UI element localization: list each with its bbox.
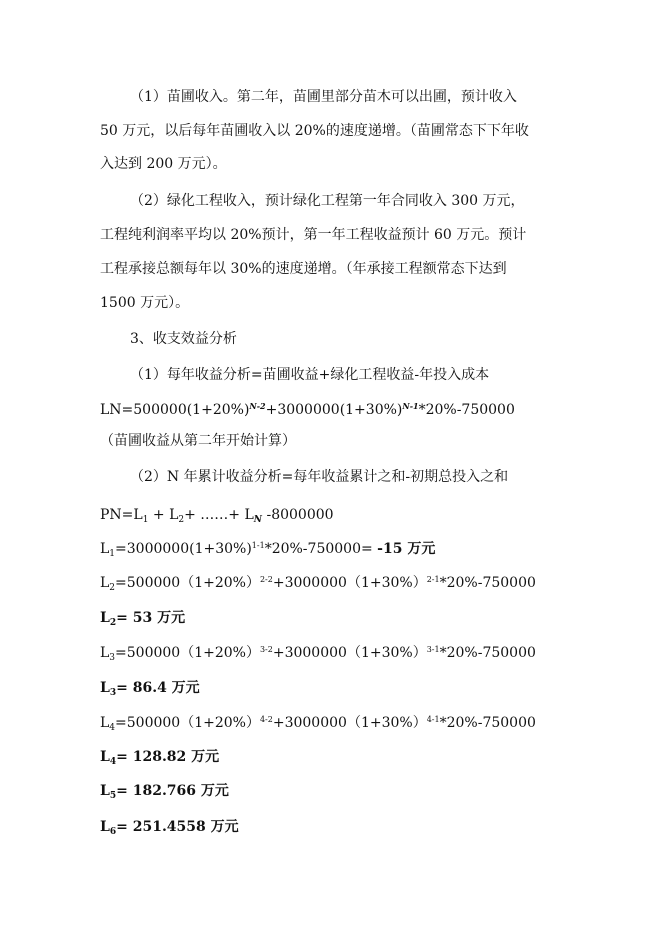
formula-part: *20%-750000 xyxy=(439,575,536,591)
formula-part: =500000（1+20%） xyxy=(115,645,260,661)
result-l2 xyxy=(100,609,185,627)
result-value: = 128.82 万元 xyxy=(116,749,220,765)
para2-line2: 工程纯利润率平均以 20%预计，第一年工程收益预计 60 万元。预计 xyxy=(100,227,527,243)
result-value: -15 万元 xyxy=(377,541,436,557)
formula-part: L xyxy=(100,541,110,557)
formula-part: L xyxy=(100,680,110,696)
formula-sub: 4 xyxy=(109,723,116,733)
formula-part: =3000000(1+30%) xyxy=(115,541,252,557)
subsection-2: （2）N 年累计收益分析=每年收益累计之和-初期总投入之和 xyxy=(130,469,509,485)
formula-part: *20%-750000= xyxy=(264,541,378,557)
result-value: = 182.766 万元 xyxy=(116,783,229,799)
formula-sub: 3 xyxy=(109,688,117,698)
formula-exp: 2-1 xyxy=(426,575,440,584)
para1-line2: 50 万元，以后每年苗圃收入以 20%的速度递增。（苗圃常态下下年收 xyxy=(100,123,529,139)
formula-part: L xyxy=(100,783,110,799)
formula-part: +3000000(1+30%) xyxy=(265,402,403,418)
result-l6 xyxy=(100,818,239,836)
formula-l3 xyxy=(100,644,536,662)
formula-part: -8000000 xyxy=(262,507,334,523)
formula-part: *20%-750000 xyxy=(439,715,536,731)
formula-sub: 1 xyxy=(142,515,149,525)
formula-sub: 1 xyxy=(109,549,116,559)
formula-exp: N-1 xyxy=(402,401,419,411)
formula-sub: 3 xyxy=(109,653,116,663)
formula-exp: 4-1 xyxy=(426,715,440,724)
formula-exp: 4-2 xyxy=(259,715,273,724)
para2-line1: （2）绿化工程收入，预计绿化工程第一年合同收入 300 万元， xyxy=(130,193,525,209)
formula-part: L xyxy=(100,645,110,661)
result-l3 xyxy=(100,679,200,697)
formula-part: L xyxy=(100,749,110,765)
formula-part: *20%-750000 xyxy=(418,402,515,418)
result-value: = 251.4558 万元 xyxy=(116,819,239,835)
result-l5 xyxy=(100,782,229,800)
formula-part: L xyxy=(100,819,110,835)
formula-sub: 5 xyxy=(109,791,117,801)
formula-part: PN=L xyxy=(100,507,143,523)
formula-pn xyxy=(100,506,334,524)
formula-sub: 6 xyxy=(109,827,117,837)
formula-part: *20%-750000 xyxy=(439,645,536,661)
formula-part: L xyxy=(100,575,110,591)
formula-exp: 1-1 xyxy=(251,541,265,550)
formula-part: +3000000（1+30%） xyxy=(272,645,427,661)
formula-part: +3000000（1+30%） xyxy=(272,715,427,731)
result-l4 xyxy=(100,748,219,766)
formula-sub: 2 xyxy=(178,515,185,525)
formula-part: L xyxy=(100,610,110,626)
formula-part: =500000（1+20%） xyxy=(115,715,260,731)
formula-sub: 2 xyxy=(109,618,117,628)
formula-part: + ……+ L xyxy=(184,507,254,523)
formula-l2 xyxy=(100,574,536,592)
formula-note: （苗圃收益从第二年开始计算） xyxy=(100,433,296,449)
para1-line3: 入达到 200 万元）。 xyxy=(100,156,227,172)
formula-sub: N xyxy=(253,515,263,525)
formula-part: + L xyxy=(148,507,179,523)
formula-sub: 2 xyxy=(109,583,116,593)
result-value: = 53 万元 xyxy=(116,610,186,626)
formula-l1 xyxy=(100,540,435,558)
formula-exp: N-2 xyxy=(249,401,266,411)
formula-part: =500000（1+20%） xyxy=(115,575,260,591)
result-value: = 86.4 万元 xyxy=(116,680,200,696)
formula-part: LN=500000(1+20%) xyxy=(100,402,250,418)
formula-exp: 3-2 xyxy=(259,645,273,654)
para1-line1: （1）苗圃收入。第二年，苗圃里部分苗木可以出圃，预计收入 xyxy=(130,89,517,105)
formula-ln xyxy=(100,401,515,419)
formula-sub: 4 xyxy=(109,757,117,767)
section-heading: 3、收支效益分析 xyxy=(130,331,237,347)
formula-exp: 2-2 xyxy=(259,575,273,584)
formula-l4 xyxy=(100,714,536,732)
formula-exp: 3-1 xyxy=(426,645,440,654)
formula-part: L xyxy=(100,715,110,731)
formula-part: +3000000（1+30%） xyxy=(272,575,427,591)
para2-line4: 1500 万元）。 xyxy=(100,295,190,311)
para2-line3: 工程承接总额每年以 30%的速度递增。（年承接工程额常态下达到 xyxy=(100,261,507,277)
subsection-1: （1）每年收益分析=苗圃收益+绿化工程收益-年投入成本 xyxy=(130,367,490,383)
